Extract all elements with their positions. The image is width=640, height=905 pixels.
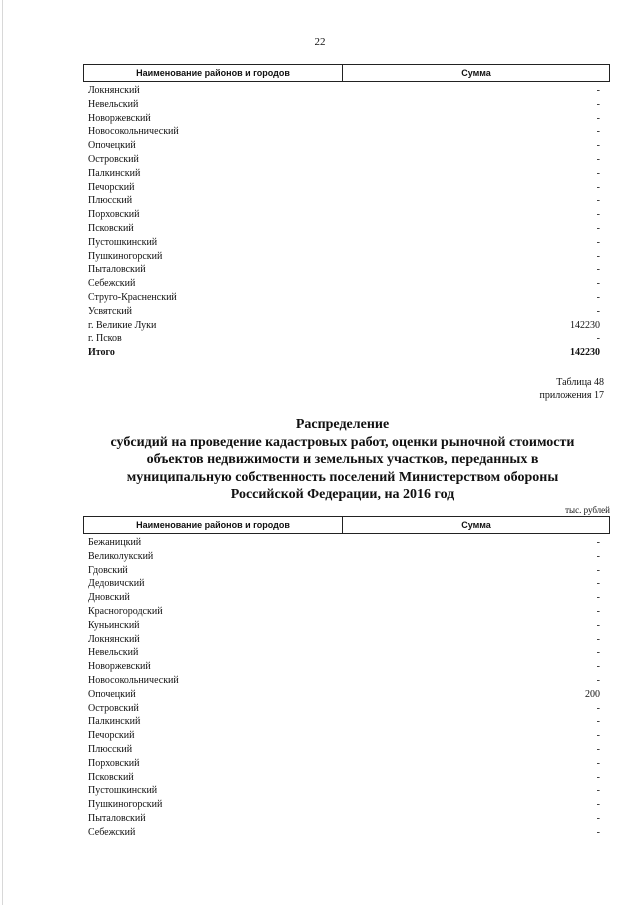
amount: - [596,564,600,576]
table-row [83,112,610,126]
amount: - [596,236,600,248]
table-row [83,236,610,250]
amount: - [596,812,600,824]
district-name: г. Псков [88,333,122,345]
table-row [83,194,610,208]
amount: - [596,771,600,783]
amount: - [596,550,600,562]
appendix-line: приложения 17 [539,390,604,401]
amount: - [596,250,600,262]
district-name: г. Великие Луки [88,319,157,331]
district-name: Новосокольнический [88,126,179,138]
table-1 [83,64,610,360]
table-row [83,633,610,647]
amount: - [596,140,600,152]
column-header-name: Наименование районов и городов [84,65,343,81]
district-name: Печорский [88,730,135,742]
district-name: Бежаницкий [88,537,142,548]
table-2-rows [83,534,610,840]
table-row [83,812,610,826]
table-row [83,688,610,702]
amount: - [596,674,600,686]
table-row [83,619,610,633]
table-row [83,646,610,660]
district-name: Новосокольнический [88,674,179,686]
table-row [83,305,610,319]
district-name: Псковский [88,222,134,234]
table-row [83,98,610,112]
district-name: Локнянский [88,85,140,96]
district-name: Новоржевский [88,661,151,673]
amount: - [596,757,600,769]
amount: 142230 [570,319,600,331]
table-row [83,605,610,619]
amount: 200 [585,688,600,700]
district-name: Псковский [88,771,134,783]
heading-line: Российской Федерации, на 2016 год [230,487,455,502]
district-name: Островский [88,153,139,165]
district-name: Островский [88,702,139,714]
district-name: Невельский [88,647,139,659]
amount: - [596,333,600,345]
table-2 [83,516,610,840]
table-row [83,153,610,167]
amount: - [596,619,600,631]
district-name: Пушкиногорский [88,250,163,262]
amount: - [596,222,600,234]
page-number: 22 [314,36,326,48]
amount: - [596,167,600,179]
table-row [83,181,610,195]
district-name: Порховский [88,209,140,221]
district-name: Пыталовский [88,264,146,276]
table-row [83,564,610,578]
amount: - [596,826,600,838]
district-name: Порховский [88,757,140,769]
district-name: Опочецкий [88,688,136,700]
district-name: Палкинский [88,167,141,179]
amount: - [596,605,600,617]
heading-line: субсидий на проведение кадастровых работ, оценки рыночной стоимости [110,434,575,450]
district-name: Новоржевский [88,112,151,124]
amount: - [596,730,600,742]
district-name: Локнянский [88,633,140,645]
heading-line: муниципальную собственность поселений Министерством обороны [126,469,559,485]
amount: - [596,264,600,276]
units-label: тыс. рублей [565,505,610,515]
amount: - [596,209,600,221]
amount: - [596,785,600,797]
scan-edge-line [2,0,3,905]
table-number [540,376,604,402]
table-row [83,550,610,564]
total-row [83,346,610,360]
table-row [83,826,610,840]
table-row [83,291,610,305]
district-name: Пустошкинский [88,236,158,248]
amount: - [596,126,600,138]
amount: - [596,633,600,645]
column-header-sum: Сумма [461,520,491,530]
district-name: Плюсский [88,743,133,755]
table-row [83,536,610,550]
amount: - [596,291,600,303]
document-heading [70,416,615,504]
district-name: Пушкиногорский [88,799,163,811]
table-row [83,84,610,98]
table-row [83,277,610,291]
district-name: Усвятский [88,305,132,317]
amount: - [596,153,600,165]
table-row [83,798,610,812]
table-row [83,208,610,222]
district-name: Палкинский [88,716,141,728]
amount: - [596,799,600,811]
table-row [83,250,610,264]
amount: - [596,278,600,290]
table-row [83,702,610,716]
table-row [83,222,610,236]
amount: - [596,661,600,673]
district-name: Дновский [88,592,130,604]
table-row [83,167,610,181]
district-name: Великолукский [88,550,154,562]
table-row [83,263,610,277]
table-row [83,125,610,139]
amount: - [596,647,600,659]
table-row [83,757,610,771]
amount: - [596,112,600,124]
table-row [83,715,610,729]
table-row [83,660,610,674]
table-row [83,332,610,346]
district-name: Куньинский [88,619,140,631]
district-name: Струго-Красненский [88,291,177,303]
district-name: Себежский [88,278,136,290]
table-row [83,771,610,785]
table-1-rows [83,82,610,360]
district-name: Плюсский [88,195,133,207]
amount: - [596,305,600,317]
table-number-line: Таблица 48 [556,377,604,388]
amount: - [596,85,600,96]
total-label: Итого [88,347,115,359]
table-row [83,591,610,605]
column-header-sum: Сумма [461,68,491,78]
amount: - [596,743,600,755]
table-row [83,743,610,757]
heading-line: Распределение [295,417,390,432]
district-name: Опочецкий [88,140,136,152]
table-row [83,319,610,333]
column-header-name: Наименование районов и городов [84,517,343,533]
amount: - [596,578,600,590]
table-row [83,577,610,591]
district-name: Печорский [88,181,135,193]
table-row [83,784,610,798]
district-name: Невельский [88,98,139,110]
district-name: Красногородский [88,605,163,617]
total-amount: 142230 [570,347,600,359]
district-name: Себежский [88,826,136,838]
heading-line: объектов недвижимости и земельных участков, переданных в [146,452,539,467]
amount: - [596,98,600,110]
district-name: Гдовский [88,564,128,576]
table-2-header [83,516,610,534]
table-row [83,729,610,743]
district-name: Пыталовский [88,812,146,824]
amount: - [596,537,600,548]
amount: - [596,181,600,193]
district-name: Дедовичский [88,578,145,590]
amount: - [596,195,600,207]
amount: - [596,702,600,714]
amount: - [596,592,600,604]
table-row [83,139,610,153]
table-row [83,674,610,688]
table-1-header [83,64,610,82]
district-name: Пустошкинский [88,785,158,797]
amount: - [596,716,600,728]
